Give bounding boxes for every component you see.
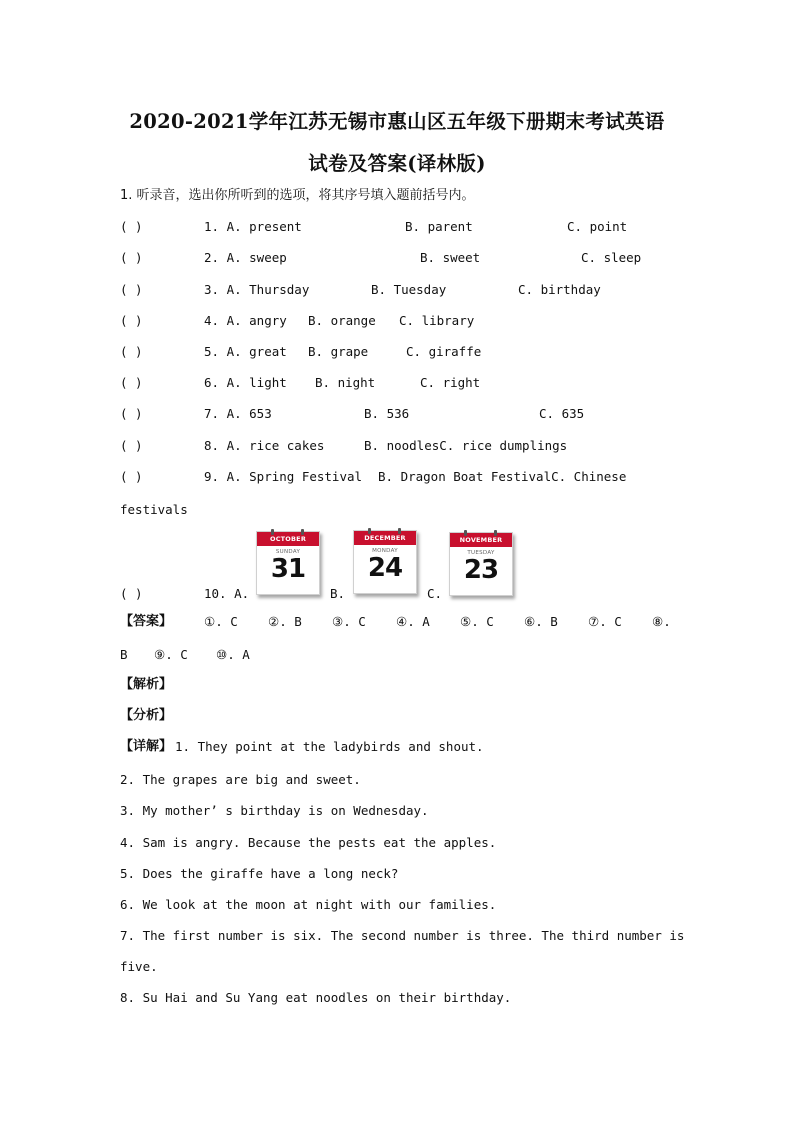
item-9-paren: ( ): [120, 469, 143, 484]
detail-5: 5. Does the giraffe have a long neck?: [120, 866, 399, 881]
calendar-month: NOVEMBER: [450, 533, 512, 547]
answer-6: ⑥. B: [524, 614, 558, 629]
item-3-option-c: C. birthday: [518, 282, 601, 297]
calendar-december-icon: [353, 530, 417, 594]
answer-3: ③. C: [332, 614, 366, 629]
calendar-weekday: SUNDAY: [275, 549, 301, 555]
jiexi-label: 【解析】: [120, 677, 173, 692]
item-2-paren: ( ): [120, 250, 143, 265]
item-4-option-b: B. orange: [308, 313, 376, 328]
fenxi-label: 【分析】: [120, 708, 173, 723]
calendar-month: OCTOBER: [257, 532, 319, 546]
item-8-paren: ( ): [120, 438, 143, 453]
detail-7-wrap: five.: [120, 959, 158, 974]
item-1-paren: ( ): [120, 219, 143, 234]
item-6-option-a: 6. A. light: [204, 375, 287, 390]
item-9-option-b: B. Dragon Boat FestivalC. Chinese: [378, 469, 627, 484]
item-1-option-a: 1. A. present: [204, 219, 302, 234]
item-1-option-b: B. parent: [405, 219, 473, 234]
calendar-october-icon: [256, 531, 320, 595]
page-title-line2: 试卷及答案(译林版): [308, 152, 486, 175]
detail-4: 4. Sam is angry. Because the pests eat the apples.: [120, 835, 497, 850]
xiangjie-label: 【详解】: [120, 739, 173, 754]
question-prompt: 1. 听录音，选出你所听到的选项，将其序号填入题前括号内。: [120, 188, 475, 203]
item-7-option-a: 7. A. 653: [204, 406, 272, 421]
item-3-option-b: B. Tuesday: [371, 282, 447, 297]
item-10-paren: ( ): [120, 586, 143, 601]
answer-10: ⑩. A: [216, 647, 250, 662]
item-6-option-c: C. right: [420, 375, 481, 390]
item-1-option-c: C. point: [567, 219, 628, 234]
item-4-paren: ( ): [120, 313, 143, 328]
page-title-line1: 2020-2021学年江苏无锡市惠山区五年级下册期末考试英语: [129, 110, 665, 133]
item-6-paren: ( ): [120, 375, 143, 390]
answer-8: ⑧.: [652, 614, 671, 629]
answer-5: ⑤. C: [460, 614, 494, 629]
detail-6: 6. We look at the moon at night with our families.: [120, 897, 497, 912]
calendar-month: DECEMBER: [354, 531, 416, 545]
calendar-weekday: TUESDAY: [467, 550, 495, 556]
item-4-option-a: 4. A. angry: [204, 313, 287, 328]
answer-1: ①. C: [204, 614, 238, 629]
item-5-option-b: B. grape: [308, 344, 369, 359]
detail-2: 2. The grapes are big and sweet.: [120, 772, 361, 787]
item-8-option-b: B. noodlesC. rice dumplings: [364, 438, 568, 453]
item-3-paren: ( ): [120, 282, 143, 297]
item-5-option-c: C. giraffe: [406, 344, 482, 359]
detail-8: 8. Su Hai and Su Yang eat noodles on their birthday.: [120, 990, 512, 1005]
calendar-day: 24: [367, 553, 403, 583]
item-10-option-a: 10. A.: [204, 586, 250, 601]
calendar-weekday: MONDAY: [372, 548, 398, 554]
answer-9: ⑨. C: [154, 647, 188, 662]
item-10-option-c: C.: [427, 586, 443, 601]
item-7-paren: ( ): [120, 406, 143, 421]
detail-1: 1. They point at the ladybirds and shout.: [175, 739, 484, 754]
item-9-option-a: 9. A. Spring Festival: [204, 469, 363, 484]
item-4-option-c: C. library: [399, 313, 475, 328]
item-9-wrap: festivals: [120, 502, 188, 517]
item-2-option-a: 2. A. sweep: [204, 250, 287, 265]
item-5-paren: ( ): [120, 344, 143, 359]
item-8-option-a: 8. A. rice cakes: [204, 438, 325, 453]
answer-7: ⑦. C: [588, 614, 622, 629]
answer-2: ②. B: [268, 614, 302, 629]
item-7-option-c: C. 635: [539, 406, 585, 421]
calendar-day: 31: [270, 554, 306, 584]
item-6-option-b: B. night: [315, 375, 376, 390]
detail-7: 7. The first number is six. The second number is three. The third number is: [120, 928, 685, 943]
item-5-option-a: 5. A. great: [204, 344, 287, 359]
item-2-option-c: C. sleep: [581, 250, 642, 265]
answer-8-value: B: [120, 647, 128, 662]
answer-label: 【答案】: [120, 614, 173, 629]
detail-3: 3. My mother’ s birthday is on Wednesday.: [120, 803, 429, 818]
item-3-option-a: 3. A. Thursday: [204, 282, 310, 297]
item-2-option-b: B. sweet: [420, 250, 481, 265]
calendar-november-icon: [449, 532, 513, 596]
calendar-day: 23: [463, 555, 499, 585]
answer-4: ④. A: [396, 614, 430, 629]
item-10-option-b: B.: [330, 586, 346, 601]
item-7-option-b: B. 536: [364, 406, 410, 421]
